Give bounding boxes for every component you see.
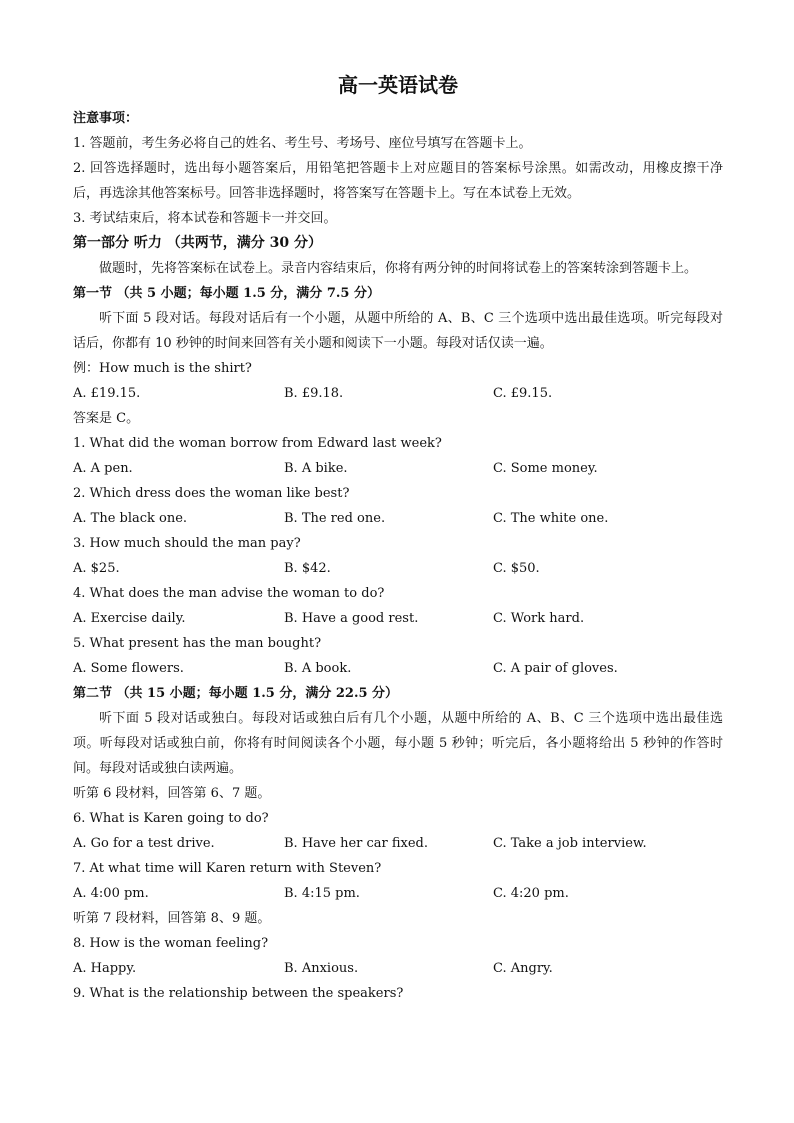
page-title: 高一英语试卷	[338, 73, 458, 97]
example-answer: 答案是 C。	[73, 411, 140, 426]
question-5-options	[73, 656, 723, 681]
option-b: B. £9.18.	[284, 386, 344, 401]
option-c: C. Work hard.	[493, 611, 585, 626]
exam-page	[73, 68, 723, 1006]
question-9: 9. What is the relationship between the speakers?	[73, 986, 404, 1001]
option-a: A. $25.	[73, 561, 120, 576]
option-b: B. The red one.	[284, 511, 386, 526]
option-c: C. Take a job interview.	[493, 836, 647, 851]
notice-item-1: 1. 答题前，考生务必将自己的姓名、考生号、考场号、座位号填写在答题卡上。	[73, 136, 532, 151]
notice-heading: 注意事项：	[73, 111, 139, 126]
option-a: A. Happy.	[73, 961, 137, 976]
option-a: A. 4:00 pm.	[73, 886, 149, 901]
option-c: C. A pair of gloves.	[493, 661, 618, 676]
option-a: A. Exercise daily.	[73, 611, 186, 626]
option-a: A. Go for a test drive.	[73, 836, 215, 851]
question-7-options	[73, 881, 723, 906]
question-4-options	[73, 606, 723, 631]
question-6-options	[73, 831, 723, 856]
option-a: A. £19.15.	[73, 386, 141, 401]
option-b: B. $42.	[284, 561, 331, 576]
option-a: A. The black one.	[73, 511, 188, 526]
option-c: C. Some money.	[493, 461, 598, 476]
option-b: B. Have a good rest.	[284, 611, 419, 626]
question-2: 2. Which dress does the woman like best?	[73, 486, 350, 501]
question-6: 6. What is Karen going to do?	[73, 811, 269, 826]
option-b: B. Anxious.	[284, 961, 359, 976]
option-a: A. A pen.	[73, 461, 133, 476]
question-1: 1. What did the woman borrow from Edward last week?	[73, 436, 442, 451]
section1-heading: 第一节 （共 5 小题；每小题 1.5 分，满分 7.5 分）	[73, 286, 380, 301]
option-b: B. 4:15 pm.	[284, 886, 360, 901]
group-7-instruction: 听第 7 段材料，回答第 8、9 题。	[73, 911, 271, 926]
option-a: A. Some flowers.	[73, 661, 184, 676]
notice-item-2: 2. 回答选择题时，选出每小题答案后，用铅笔把答题卡上对应题目的答案标号涂黑。如需改动，用橡皮擦干净后，再选涂其他答案标号。回答非选择题时，将答案写在答题卡上。写在本试卷上无效。	[73, 161, 723, 201]
question-5: 5. What present has the man bought?	[73, 636, 322, 651]
option-b: B. A book.	[284, 661, 352, 676]
option-c: C. Angry.	[493, 961, 553, 976]
question-7: 7. At what time will Karen return with Steven?	[73, 861, 382, 876]
option-c: C. The white one.	[493, 511, 609, 526]
section2-instruction: 听下面 5 段对话或独白。每段对话或独白后有几个小题，从题中所给的 A、B、C 三个选项中选出最佳选项。听每段对话或独白前，你将有时间阅读各个小题，每小题 5 秒钟；听完后，各小题将给出 5 秒钟的作答时间。每段对话或独白读两遍。	[73, 711, 723, 776]
option-c: C. £9.15.	[493, 386, 553, 401]
example-question: 例：How much is the shirt?	[73, 361, 252, 376]
option-b: B. A bike.	[284, 461, 348, 476]
part1-instruction: 做题时，先将答案标在试卷上。录音内容结束后，你将有两分钟的时间将试卷上的答案转涂到答题卡上。	[99, 261, 698, 276]
notice-item-3: 3. 考试结束后，将本试卷和答题卡一并交回。	[73, 211, 337, 226]
question-8-options	[73, 956, 723, 981]
question-3: 3. How much should the man pay?	[73, 536, 301, 551]
section2-heading: 第二节 （共 15 小题；每小题 1.5 分，满分 22.5 分）	[73, 686, 399, 701]
question-4: 4. What does the man advise the woman to do?	[73, 586, 385, 601]
section1-instruction: 听下面 5 段对话。每段对话后有一个小题，从题中所给的 A、B、C 三个选项中选出最佳选项。听完每段对话后，你都有 10 秒钟的时间来回答有关小题和阅读下一小题。每段对话仅读一遍。	[73, 311, 723, 351]
option-c: C. $50.	[493, 561, 540, 576]
group-6-instruction: 听第 6 段材料，回答第 6、7 题。	[73, 786, 271, 801]
question-3-options	[73, 556, 723, 581]
option-b: B. Have her car fixed.	[284, 836, 429, 851]
part1-heading: 第一部分 听力 （共两节，满分 30 分）	[73, 235, 322, 251]
question-1-options	[73, 456, 723, 481]
question-2-options	[73, 506, 723, 531]
example-options	[73, 381, 723, 406]
question-8: 8. How is the woman feeling?	[73, 936, 269, 951]
option-c: C. 4:20 pm.	[493, 886, 569, 901]
